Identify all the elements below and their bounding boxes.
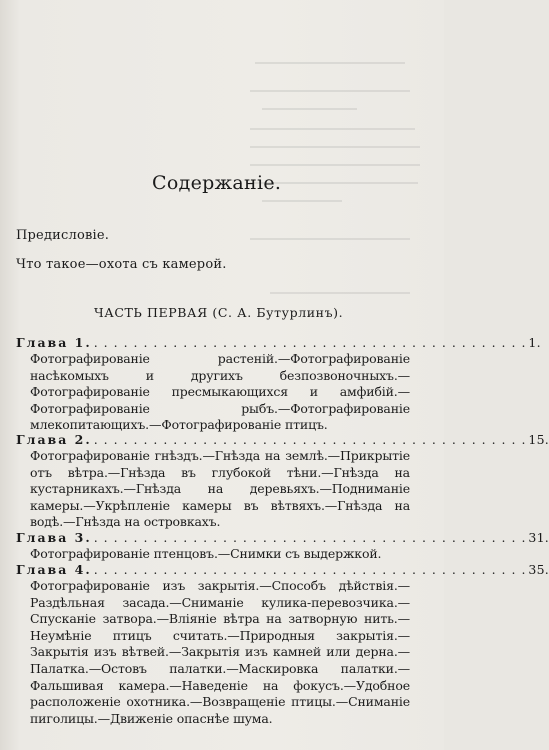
chapter-page-number: 35. xyxy=(528,562,549,577)
leader-dots: . . . . . . . . . . . . . . . . . . . . . . . . . . . . . . . . . . . . . . . . . . . . xyxy=(93,335,527,350)
chapter-page-number: 1. xyxy=(528,335,541,350)
chapter-entry-3 xyxy=(16,530,549,563)
chapter-page-number: 15. xyxy=(528,432,549,447)
chapter-contents: Фотографированіе гнѣздъ.—Гнѣзда на землѣ.—Прикрытіе отъ вѣтра.—Гнѣзда въ глубокой тѣни.—Гнѣзда на кустарникахъ.—Гнѣзда на деревьяхъ.—Подниманіе камеры.—Укрѣпленіе камеры въ вѣтвяхъ.—Гнѣзда на водѣ.—Гнѣзда на островкахъ. xyxy=(30,448,410,530)
leader-dots: . . . . . . . . . . . . . . . . . . . . . . . . . . . . . . . . . . . . . . . . . . . . xyxy=(93,530,527,545)
chapter-entry-2 xyxy=(16,432,549,531)
part-heading: ЧАСТЬ ПЕРВАЯ (С. А. Бутурлинъ). xyxy=(94,305,344,320)
leader-dots: . . . . . . . . . . . . . . . . . . . . . . . . . . . . . . . . . . . . . . . . . . . . xyxy=(93,562,527,577)
chapter-name: Глава 1. xyxy=(16,335,92,350)
chapter-entry-1 xyxy=(16,335,541,434)
chapter-contents: Фотографированіе растеній.—Фотографированіе насѣкомыхъ и другихъ безпозвоночныхъ.—Фотографированіе пресмыкающихся и амфибій.—Фотографированіе рыбъ.—Фотографированіе млекопитающихъ.—Фотографированіе птицъ. xyxy=(30,351,410,433)
chapter-contents: Фотографированіе птенцовъ.—Снимки съ выдержкой. xyxy=(30,546,382,561)
chapter-page-number: 31. xyxy=(528,530,549,545)
preface-entry: Предисловіе. xyxy=(16,228,110,243)
chapter-entry-4 xyxy=(16,562,549,727)
chapter-name: Глава 3. xyxy=(16,530,92,545)
intro-entry: Что такое—охота съ камерой. xyxy=(16,257,227,272)
leader-dots: . . . . . . . . . . . . . . . . . . . . . . . . . . . . . . . . . . . . . . . . . . . . xyxy=(93,432,527,447)
chapter-contents: Фотографированіе изъ закрытія.—Способъ дѣйствія.—Раздѣльная засада.—Сниманіе кулика-перевозчика.—Спусканіе затвора.—Вліяніе вѣтра на затворную нить.—Неумѣніе птицъ считать.—Природныя закрытія.—Закрытія изъ вѣтвей.—Закрытія изъ камней или дерна.—Палатка.—Остовъ палатки.—Маскировка палатки.—Фальшивая камера.—Наведеніе на фокусъ.—Удобное расположеніе охотника.—Возвращеніе птицы.—Сниманіе пиголицы.—Движеніе опаснѣе шума. xyxy=(30,578,410,726)
chapter-name: Глава 2. xyxy=(16,432,92,447)
chapter-name: Глава 4. xyxy=(16,562,92,577)
page-title: Содержаніе. xyxy=(152,172,282,194)
